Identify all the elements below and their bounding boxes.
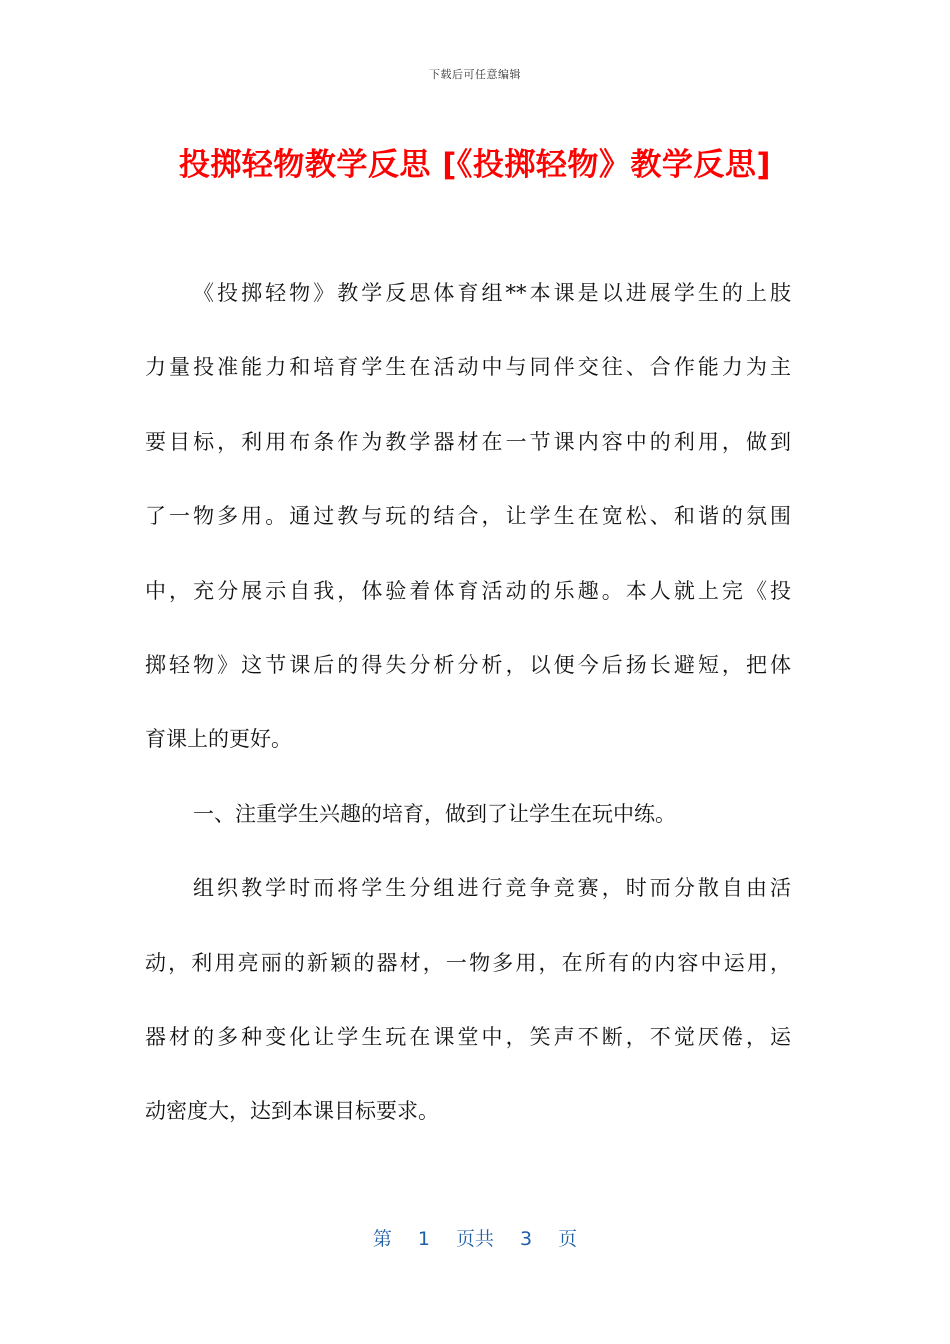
body-line: 要目标，利用布条作为教学器材在一节课内容中的利用，做到 xyxy=(145,429,791,454)
page-label-mid: 页共 xyxy=(455,1228,494,1250)
body-line: 《投掷轻物》教学反思体育组**本课是以进展学生的上肢 xyxy=(193,281,791,305)
header-note: 下载后可任意编辑 xyxy=(429,68,521,81)
body-line: 器材的多种变化让学生玩在课堂中，笑声不断，不觉厌倦，运 xyxy=(145,1024,791,1049)
page-label-prefix: 第 xyxy=(372,1228,392,1250)
body-line: 中，充分展示自我，体验着体育活动的乐趣。本人就上完《投 xyxy=(145,578,791,603)
body-line: 了一物多用。通过教与玩的结合，让学生在宽松、和谐的氛围 xyxy=(145,504,791,529)
page-label-suffix: 页 xyxy=(558,1228,578,1250)
section-heading: 一、注重学生兴趣的培育，做到了让学生在玩中练。 xyxy=(193,801,676,826)
body-line: 动密度大，达到本课目标要求。 xyxy=(145,1099,439,1124)
document-title: 投掷轻物教学反思 [《投掷轻物》教学反思] xyxy=(178,147,772,183)
body-line: 育课上的更好。 xyxy=(145,727,292,752)
document-body xyxy=(145,270,791,1163)
page-footer xyxy=(0,1224,950,1254)
body-line: 组织教学时而将学生分组进行竞争竞赛，时而分散自由活 xyxy=(193,876,791,901)
current-page-number: 1 xyxy=(417,1228,430,1250)
body-line: 力量投准能力和培育学生在活动中与同伴交往、合作能力为主 xyxy=(145,355,791,380)
body-line: 掷轻物》这节课后的得失分析分析，以便今后扬长避短，把体 xyxy=(145,652,791,677)
total-pages-number: 3 xyxy=(520,1228,533,1250)
body-line: 动，利用亮丽的新颖的器材，一物多用，在所有的内容中运用， xyxy=(145,950,791,975)
